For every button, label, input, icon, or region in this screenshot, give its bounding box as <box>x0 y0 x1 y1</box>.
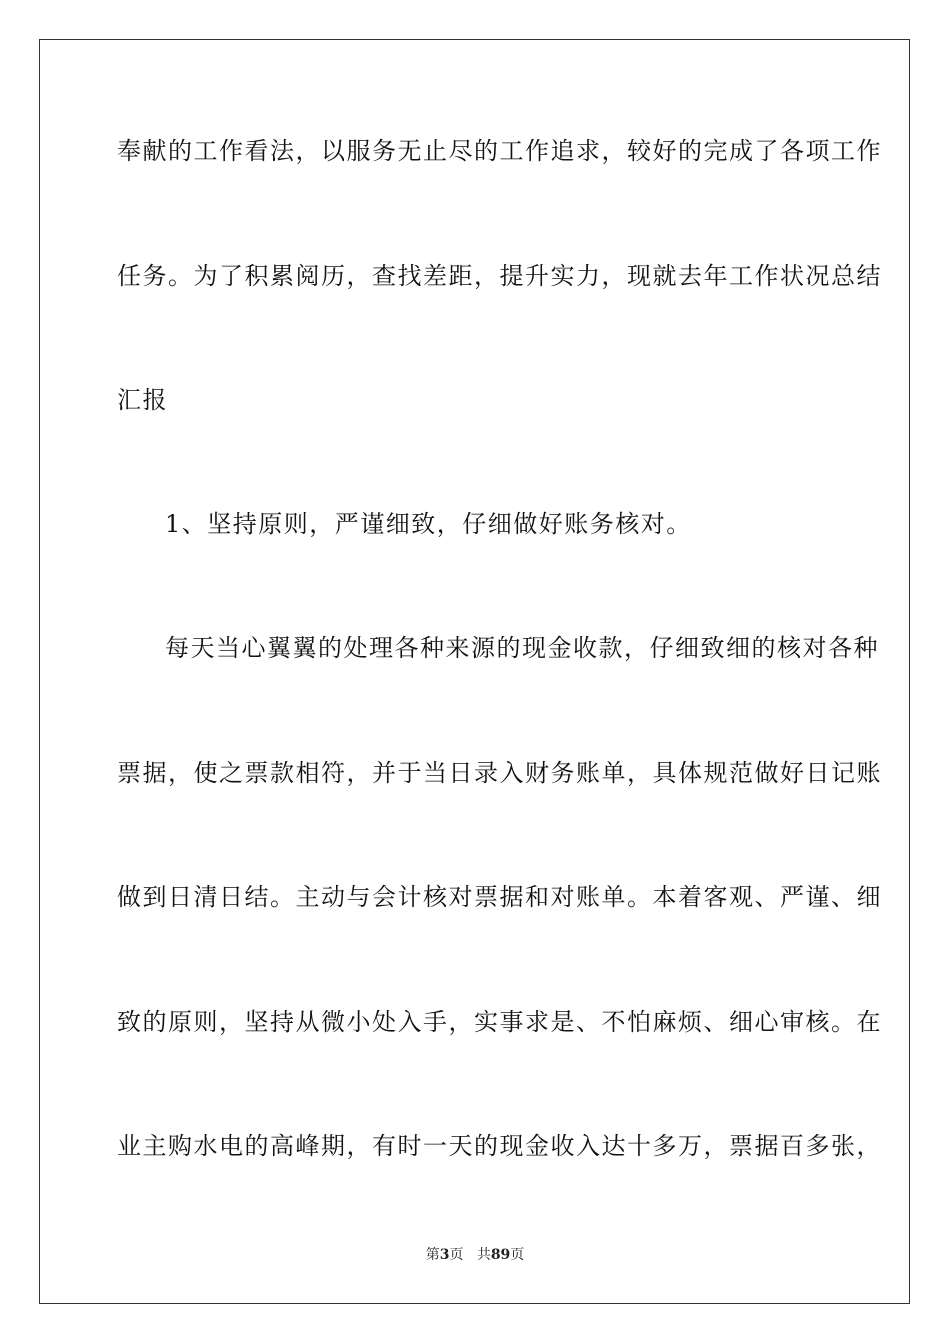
total-pages: 89 <box>490 1247 511 1263</box>
page-prefix: 第 <box>425 1247 440 1263</box>
total-unit: 页 <box>510 1247 525 1263</box>
body-text-line: 奉献的工作看法，以服务无止尽的工作追求，较好的完成了各项工作 <box>117 137 882 165</box>
page-number: 3 <box>439 1247 450 1263</box>
page-footer <box>0 1246 950 1264</box>
body-text-line: 每天当心翼翼的处理各种来源的现金收款，仔细致细的核对各种 <box>165 634 879 662</box>
body-text-line: 票据，使之票款相符，并于当日录入财务账单，具体规范做好日记账 <box>117 759 882 787</box>
body-text-line: 汇报 <box>117 386 168 414</box>
body-text-line: 做到日清日结。主动与会计核对票据和对账单。本着客观、严谨、细 <box>117 883 882 911</box>
page-unit: 页 <box>449 1247 464 1263</box>
body-text-line: 致的原则，坚持从微小处入手，实事求是、不怕麻烦、细心审核。在 <box>117 1008 882 1036</box>
page-border <box>39 39 910 1304</box>
total-prefix: 共 <box>476 1247 491 1263</box>
section-heading: 1、坚持原则，严谨细致，仔细做好账务核对。 <box>165 510 692 538</box>
body-text-line: 任务。为了积累阅历，查找差距，提升实力，现就去年工作状况总结 <box>117 262 882 290</box>
body-text-line: 业主购水电的高峰期，有时一天的现金收入达十多万，票据百多张， <box>117 1132 882 1160</box>
